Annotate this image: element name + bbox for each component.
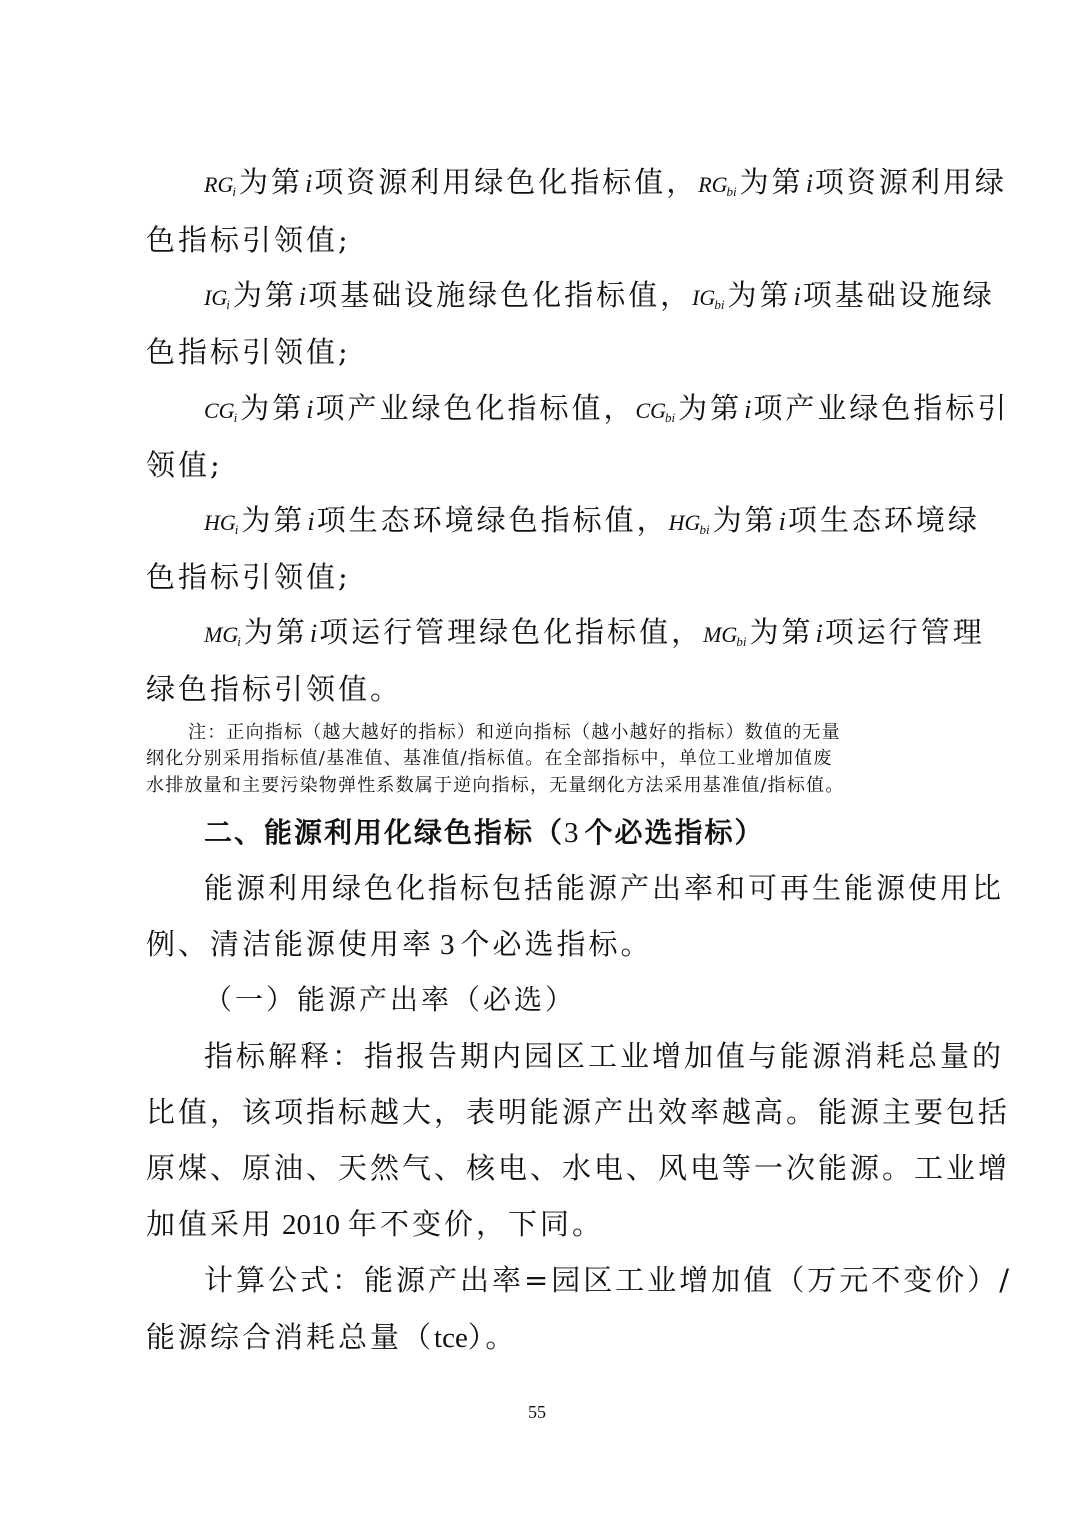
- definition-ig-line1: $IG_i$ 为第i项基础设施绿色化指标值，$IG_{bi}$ 为第i项基础设施绿: [204, 278, 995, 312]
- symbol-cg-i: $CG_i$: [204, 398, 238, 425]
- definition-mg-line2: 绿色指标引领值。: [146, 672, 403, 706]
- symbol-rg-bi: $RG_{bi}$: [698, 172, 737, 199]
- section-intro-line2: 例、清洁能源使用率 3 个必选指标。: [146, 927, 653, 961]
- definition-hg-line2: 色指标引领值;: [146, 560, 351, 594]
- symbol-hg-bi: $HG_{bi}$: [668, 510, 710, 537]
- definition-mg-line1: $MG_i$ 为第i项运行管理绿色化指标值，$MG_{bi}$ 为第i项运行管理: [204, 615, 985, 649]
- definition-ig-line2: 色指标引领值;: [146, 335, 351, 369]
- definition-rg-line1: $RG_i$ 为第i项资源利用绿色化指标值，$RG_{bi}$ 为第i项资源利用绿: [204, 165, 1007, 199]
- definition-cg-line2: 领值;: [146, 448, 223, 482]
- symbol-mg-i: $MG_i$: [204, 622, 241, 649]
- note-line2: 纲化分别采用指标值/基准值、基准值/指标值。在全部指标中，单位工业增加值废: [146, 748, 833, 769]
- symbol-hg-i: $HG_i$: [204, 510, 239, 537]
- formula-line2: 能源综合消耗总量（tce）。: [146, 1320, 518, 1354]
- definition-rg-line2: 色指标引领值;: [146, 223, 351, 257]
- section-heading: 二、能源利用化绿色指标（3 个必选指标）: [204, 816, 765, 849]
- symbol-rg-i: $RG_i$: [204, 172, 236, 199]
- page-number: 55: [528, 1402, 546, 1422]
- definition-cg-line1: $CG_i$ 为第i项产业绿色化指标值，$CG_{bi}$ 为第i项产业绿色指标引: [204, 391, 1010, 425]
- definition-hg-line1: $HG_i$ 为第i项生态环境绿色指标值，$HG_{bi}$ 为第i项生态环境绿: [204, 503, 980, 537]
- explanation-line4: 加值采用 2010 年不变价，下同。: [146, 1207, 605, 1241]
- explanation-line2: 比值，该项指标越大，表明能源产出效率越高。能源主要包括: [146, 1095, 1011, 1129]
- subsection-title: （一）能源产出率（必选）: [204, 983, 577, 1016]
- symbol-ig-i: $IG_i$: [204, 285, 230, 312]
- note-line1: 注：正向指标（越大越好的指标）和逆向指标（越小越好的指标）数值的无量: [188, 722, 841, 743]
- symbol-mg-bi: $MG_{bi}$: [703, 622, 747, 649]
- section-intro-line1: 能源利用绿色化指标包括能源产出率和可再生能源使用比: [204, 871, 1005, 905]
- symbol-cg-bi: $CG_{bi}$: [635, 398, 676, 425]
- formula-line1: 计算公式：能源产出率=园区工业增加值（万元不变价）/: [204, 1263, 1013, 1297]
- symbol-ig-bi: $IG_{bi}$: [692, 285, 725, 312]
- explanation-line1: 指标解释：指报告期内园区工业增加值与能源消耗总量的: [204, 1039, 1005, 1073]
- explanation-line3: 原煤、原油、天然气、核电、水电、风电等一次能源。工业增: [146, 1151, 1011, 1185]
- note-line3: 水排放量和主要污染物弹性系数属于逆向指标，无量纲化方法采用基准值/指标值。: [146, 775, 845, 796]
